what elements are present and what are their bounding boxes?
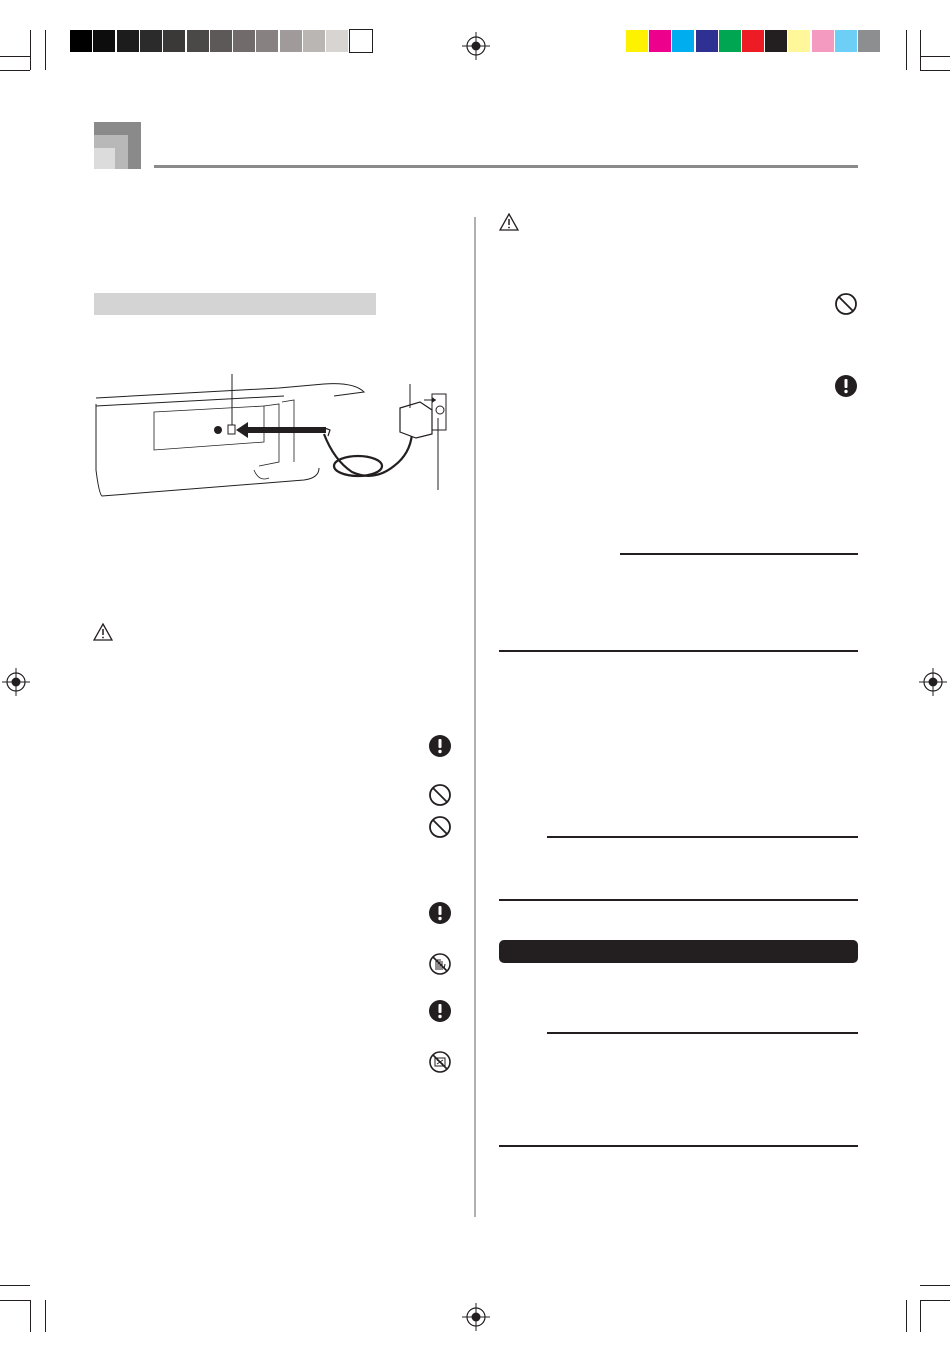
color-swatch — [719, 30, 741, 52]
gray-swatch — [187, 30, 209, 52]
crop-mark — [30, 1300, 31, 1332]
no-disassembly-icon — [428, 1050, 452, 1074]
crop-mark — [920, 56, 950, 57]
note-rule — [620, 553, 858, 555]
gray-swatch — [93, 30, 115, 52]
registration-mark-icon — [462, 32, 490, 60]
note-rule — [547, 1032, 858, 1034]
ac-adaptor-connection-illustration — [94, 370, 454, 500]
warning-triangle-icon — [499, 213, 519, 231]
prohibited-icon — [428, 783, 452, 807]
gray-swatch — [350, 30, 372, 52]
crop-mark — [45, 1300, 46, 1332]
color-swatch — [812, 30, 834, 52]
gray-swatch — [140, 30, 162, 52]
exclamation-icon — [834, 374, 858, 398]
gray-swatch — [280, 30, 302, 52]
gray-swatch — [233, 30, 255, 52]
crop-mark — [0, 1300, 30, 1301]
gray-swatch — [256, 30, 278, 52]
crop-mark — [30, 30, 31, 70]
registration-mark-icon — [2, 668, 30, 696]
color-swatch — [765, 30, 787, 52]
gray-swatch — [326, 30, 348, 52]
section-rule — [499, 650, 858, 652]
color-swatch — [742, 30, 764, 52]
section-tab-core — [94, 148, 115, 169]
crop-mark — [920, 70, 950, 71]
registration-mark-icon — [462, 1303, 490, 1331]
gray-swatch — [303, 30, 325, 52]
crop-mark — [0, 56, 30, 57]
note-rule — [547, 836, 858, 838]
gray-swatch — [163, 30, 185, 52]
crop-mark — [920, 1300, 950, 1301]
registration-mark-icon — [919, 668, 947, 696]
section-rule — [499, 1145, 858, 1147]
color-swatch — [649, 30, 671, 52]
exclamation-icon — [428, 901, 452, 925]
crop-mark — [906, 1300, 907, 1332]
gray-swatch — [210, 30, 232, 52]
prohibited-icon — [834, 292, 858, 316]
crop-mark — [906, 30, 907, 70]
gray-swatch — [70, 30, 92, 52]
color-swatch — [788, 30, 810, 52]
section-band — [94, 293, 376, 315]
color-swatch — [835, 30, 857, 52]
header-rule — [154, 165, 858, 168]
color-swatch — [696, 30, 718, 52]
crop-mark — [920, 1300, 921, 1332]
no-wet-hands-icon — [428, 952, 452, 976]
exclamation-icon — [428, 999, 452, 1023]
prohibited-icon — [428, 815, 452, 839]
exclamation-icon — [428, 734, 452, 758]
crop-mark — [920, 1285, 950, 1286]
crop-mark — [45, 30, 46, 70]
crop-mark — [920, 30, 921, 70]
color-swatch — [626, 30, 648, 52]
gray-swatch — [117, 30, 139, 52]
warning-triangle-icon — [93, 623, 113, 641]
crop-mark — [0, 1285, 30, 1286]
crop-mark — [0, 70, 30, 71]
color-swatch — [858, 30, 880, 52]
color-swatch — [672, 30, 694, 52]
column-divider — [474, 217, 476, 1217]
section-rule — [499, 899, 858, 901]
section-heading-bar — [499, 940, 858, 963]
